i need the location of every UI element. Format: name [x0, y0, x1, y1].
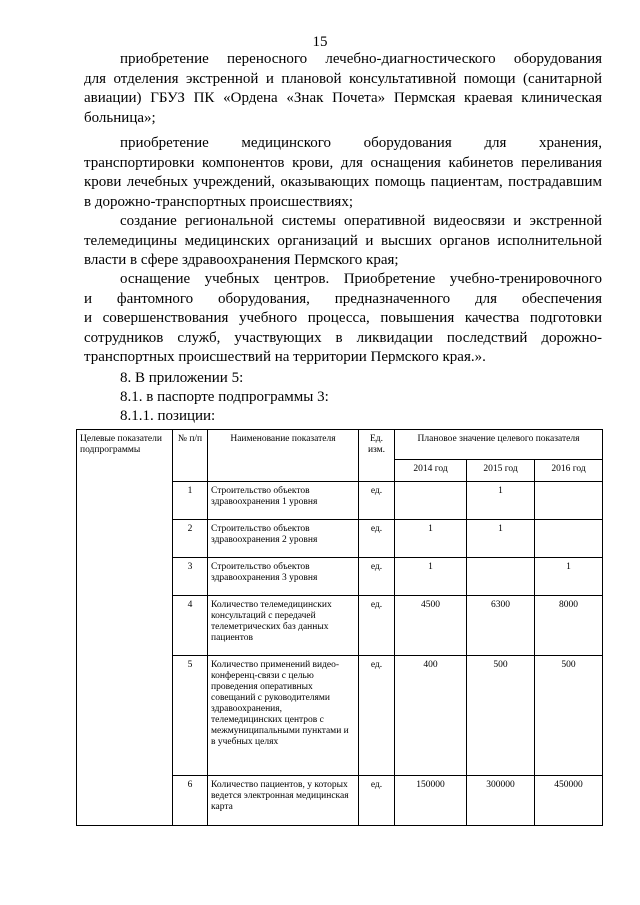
row-name: Строительство объектов здравоохранения 2 уровня — [208, 520, 359, 558]
indicators-table — [76, 429, 603, 826]
row-value-2015: 300000 — [467, 776, 535, 826]
row-name: Количество применений видео-конференц-связи с целью проведения оперативных совещаний с руководителями здравоохранения, телемедицинских центров с межмуниципальными пунктами и в учебных целях — [208, 656, 359, 776]
page-number: 15 — [312, 34, 328, 50]
text-line: и совершенствования учебного процесса, повышения качества подготовки — [84, 310, 602, 326]
paragraph-telemedicine-system — [84, 212, 602, 271]
indicators-header-cell: Целевые показатели подпрограммы — [77, 430, 173, 826]
text-line: власти в сфере здравоохранения Пермского края; — [84, 252, 399, 268]
plan-header: Плановое значение целевого показателя — [395, 430, 603, 460]
text-line: в дорожно-транспортных происшествиях; — [84, 193, 353, 210]
text-line: транспортных происшествий на территории Пермского края.». — [84, 349, 486, 365]
text-line: создание региональной системы оперативной видеосвязи и экстренной — [120, 213, 602, 229]
row-name: Количество телемедицинских консультаций с передачей телеметрических баз данных пациентов — [208, 596, 359, 656]
row-value-2014: 1 — [395, 558, 467, 596]
row-value-2016: 450000 — [535, 776, 603, 826]
year-2014-header: 2014 год — [395, 460, 467, 482]
row-unit: ед. — [359, 482, 395, 520]
row-value-2016: 500 — [535, 656, 603, 776]
row-value-2015: 1 — [467, 520, 535, 558]
item-appendix-5: 8. В приложении 5: — [120, 370, 244, 386]
row-number: 4 — [173, 596, 208, 656]
year-2015-header: 2015 год — [467, 460, 535, 482]
row-name: Строительство объектов здравоохранения 3 уровня — [208, 558, 359, 596]
row-number: 3 — [173, 558, 208, 596]
row-unit: ед. — [359, 776, 395, 826]
row-value-2015: 1 — [467, 482, 535, 520]
text-line: и фантомного оборудования, предназначенного для обеспечения — [84, 290, 602, 307]
text-line: крови лечебных учреждений, оказывающих помощь пациентам, пострадавшим — [84, 174, 602, 190]
row-number: 5 — [173, 656, 208, 776]
row-value-2016: 1 — [535, 558, 603, 596]
row-value-2014: 1 — [395, 520, 467, 558]
row-unit: ед. — [359, 656, 395, 776]
text-line: оснащение учебных центров. Приобретение учебно-тренировочного — [120, 271, 602, 287]
text-line: больница»; — [84, 109, 156, 126]
row-name: Строительство объектов здравоохранения 1 уровня — [208, 482, 359, 520]
row-value-2014 — [395, 482, 467, 520]
row-number: 2 — [173, 520, 208, 558]
paragraph-equipment-aviation — [84, 50, 602, 128]
row-unit: ед. — [359, 596, 395, 656]
text-line: приобретение медицинского оборудования для хранения, — [120, 135, 602, 151]
row-value-2015: 6300 — [467, 596, 535, 656]
row-value-2015 — [467, 558, 535, 596]
item-positions: 8.1.1. позиции: — [120, 408, 216, 424]
row-number: 6 — [173, 776, 208, 826]
number-header: № п/п — [173, 430, 208, 482]
paragraph-blood-equipment — [84, 134, 602, 212]
text-line: телемедицины медицинских организаций и высших органов исполнительной — [84, 232, 602, 249]
table-header-row — [77, 430, 603, 460]
row-value-2016 — [535, 482, 603, 520]
unit-header: Ед. изм. — [359, 430, 395, 482]
row-value-2014: 150000 — [395, 776, 467, 826]
row-unit: ед. — [359, 558, 395, 596]
row-value-2016 — [535, 520, 603, 558]
text-line: для отделения экстренной и плановой консультативной помощи (санитарной — [84, 70, 602, 87]
row-value-2016: 8000 — [535, 596, 603, 656]
text-line: приобретение переносного лечебно-диагностического оборудования — [120, 51, 602, 67]
row-name: Количество пациентов, у которых ведется электронная медицинская карта — [208, 776, 359, 826]
year-2016-header: 2016 год — [535, 460, 603, 482]
paragraph-training-centers — [84, 270, 602, 368]
text-line: сотрудников служб, участвующих в ликвидации последствий дорожно- — [84, 329, 602, 346]
text-line: транспортировки компонентов крови, для оснащения кабинетов переливания — [84, 154, 602, 171]
row-value-2015: 500 — [467, 656, 535, 776]
row-value-2014: 4500 — [395, 596, 467, 656]
row-number: 1 — [173, 482, 208, 520]
text-line: авиации) ГБУЗ ПК «Ордена «Знак Почета» Пермская краевая клиническая — [84, 90, 602, 106]
name-header: Наименование показателя — [208, 430, 359, 482]
item-passport-subprogram-3: 8.1. в паспорте подпрограммы 3: — [120, 389, 329, 405]
row-value-2014: 400 — [395, 656, 467, 776]
row-unit: ед. — [359, 520, 395, 558]
